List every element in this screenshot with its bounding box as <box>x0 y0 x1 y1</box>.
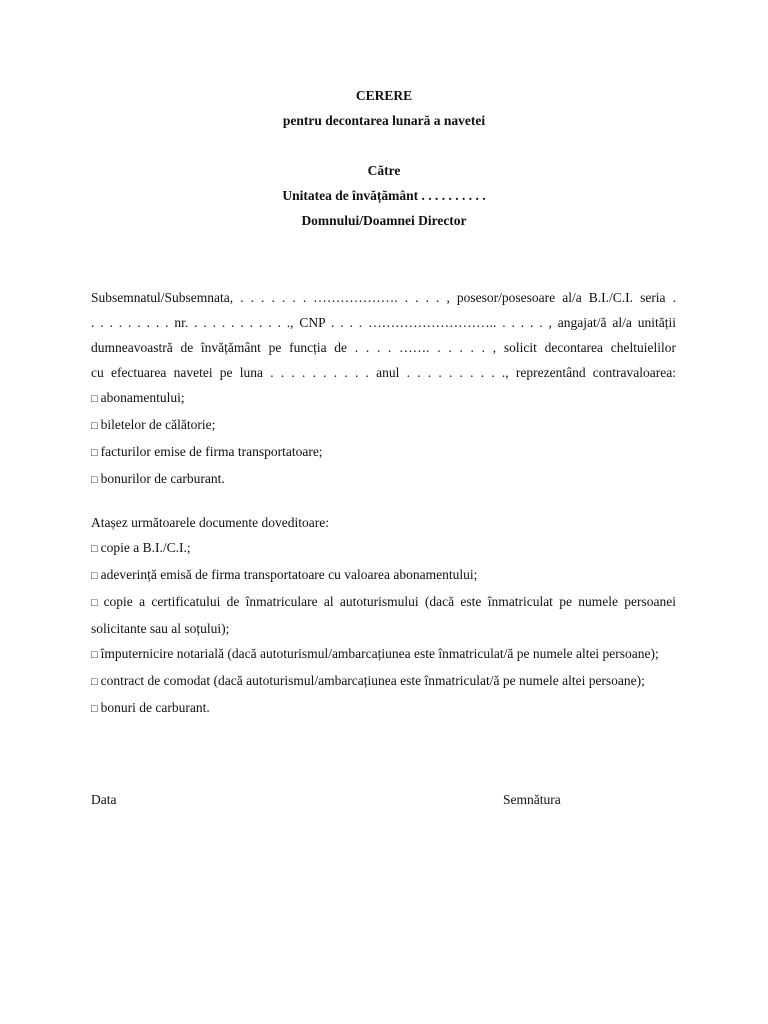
document-title: CERERE <box>355 88 413 103</box>
checkbox-icon: □ <box>91 420 98 432</box>
document-item: □ contract de comodat (dacă autoturismul/ambarcațiunea este înmatriculat/ă pe numele altei persoane); <box>91 673 645 688</box>
checkbox-icon: □ <box>91 447 98 459</box>
checkbox-icon: □ <box>91 543 98 555</box>
checkbox-icon: □ <box>91 570 98 582</box>
signature-label: Semnătura <box>503 792 561 807</box>
request-body <box>91 285 676 493</box>
recipient-director: Domnului/Doamnei Director <box>301 213 467 228</box>
document-item: □ copie a B.I./C.I.; <box>91 540 191 555</box>
checkbox-icon: □ <box>91 393 98 405</box>
recipient-to-label: Către <box>367 163 401 178</box>
intro-line-3: dumneavoastră de învățământ pe funcția de . . . . ……. . . . . . , solicit decontarea cheltuielilor <box>91 340 676 355</box>
date-label: Data <box>91 792 117 807</box>
intro-line-1: Subsemnatul/Subsemnata, . . . . . . . ………………. . . . . , posesor/posesoare al/a B.I./C.I. seria . <box>91 290 676 305</box>
document-item: □ bonuri de carburant. <box>91 700 210 715</box>
checkbox-icon: □ <box>91 474 98 486</box>
expense-item: □ abonamentului; <box>91 390 185 405</box>
documents-intro: Atașez următoarele documente doveditoare: <box>91 515 330 530</box>
checkbox-icon: □ <box>91 703 98 715</box>
document-item: □ copie a certificatului de înmatriculare al autoturismului (dacă este înmatriculat pe numele persoanei solicitante sau al soțului); <box>91 594 676 636</box>
document-item: □ împuternicire notarială (dacă autoturismul/ambarcațiunea este înmatriculat/ă pe numele altei persoane); <box>91 646 659 661</box>
intro-line-2: . . . . . . . . . nr. . . . . . . . . . . ., CNP . . . . ……………………….. . . . . . , angajat/ă al/a unității <box>91 315 676 330</box>
expense-item: □ biletelor de călătorie; <box>91 417 216 432</box>
document-item: □ adeverință emisă de firma transportatoare cu valoarea abonamentului; <box>91 567 478 582</box>
checkbox-icon: □ <box>91 597 101 609</box>
document-subtitle: pentru decontarea lunară a navetei <box>282 113 486 128</box>
documents-section <box>91 510 676 722</box>
expense-item: □ bonurilor de carburant. <box>91 471 225 486</box>
recipient-institution: Unitatea de învățământ . . . . . . . . . . <box>282 188 486 203</box>
intro-line-4: cu efectuarea navetei pe luna . . . . . . . . . . anul . . . . . . . . . ., reprezentând contravaloarea: <box>91 365 676 380</box>
expense-item: □ facturilor emise de firma transportatoare; <box>91 444 323 459</box>
checkbox-icon: □ <box>91 649 98 661</box>
checkbox-icon: □ <box>91 676 98 688</box>
